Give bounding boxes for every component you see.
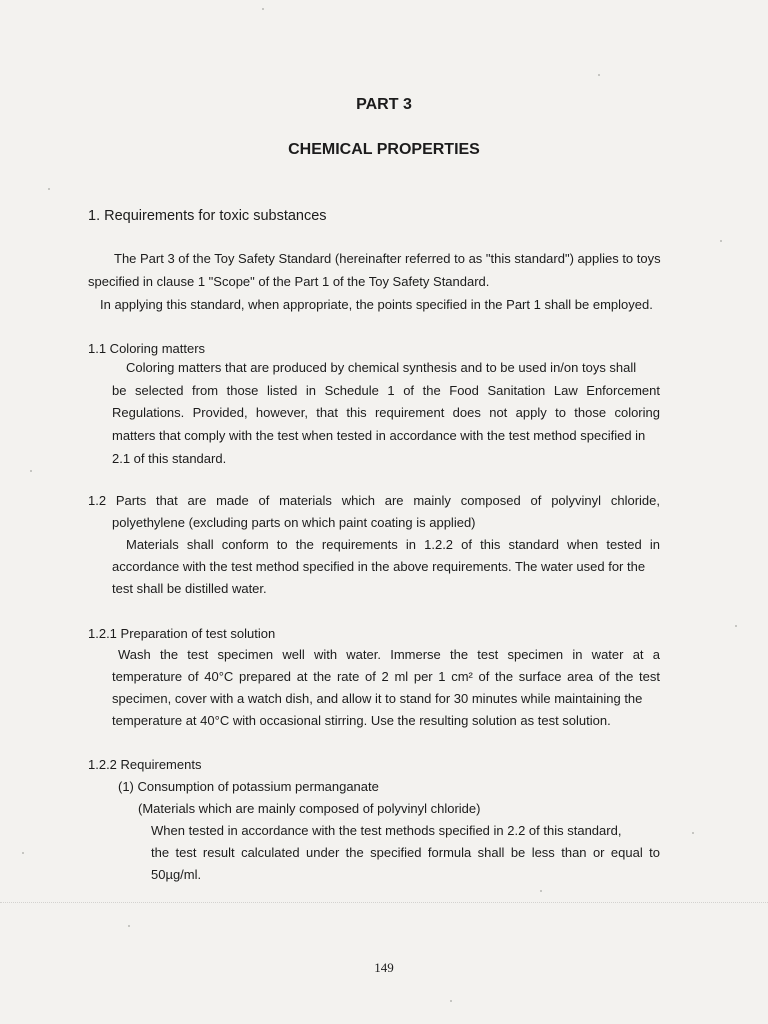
section-1-2-2-sub-1: (Materials which are mainly composed of polyvinyl chloride) [138, 801, 481, 816]
section-1-heading: 1. Requirements for toxic substances [88, 208, 327, 224]
scan-speck [692, 832, 694, 834]
page-number: 149 [374, 960, 394, 975]
section-1-paragraph-1-line-1: The Part 3 of the Toy Safety Standard (hereinafter referred to as "this standard") applies to toys [114, 251, 661, 266]
scan-speck [720, 240, 722, 242]
section-1-1-line-2: be selected from those listed in Schedule 1 of the Food Sanitation Law Enforcement [112, 383, 660, 398]
section-1-2-2-line-3: 50µg/ml. [151, 867, 202, 882]
section-1-2-2-line-1: When tested in accordance with the test methods specified in 2.2 of this standard, [151, 823, 622, 838]
section-1-1-line-5: 2.1 of this standard. [112, 451, 227, 466]
section-1-2-1-line-3: specimen, cover with a watch dish, and allow it to stand for 30 minutes while maintaining the [112, 691, 643, 706]
scan-speck [450, 1000, 452, 1002]
scan-artifact-line [0, 902, 768, 904]
section-1-2-2-item-1: (1) Consumption of potassium permanganate [118, 779, 379, 794]
section-1-1-line-3: Regulations. Provided, however, that this requirement does not apply to those coloring [112, 405, 660, 420]
section-1-2-heading-line-1: 1.2 Parts that are made of materials which are mainly composed of polyvinyl chloride, [88, 493, 660, 508]
section-1-2-line-2: accordance with the test method specified in the above requirements. The water used for the [112, 559, 646, 574]
scan-speck [30, 470, 32, 472]
scan-speck [598, 74, 600, 76]
section-1-2-1-line-1: Wash the test specimen well with water. Immerse the test specimen in water at a [118, 647, 660, 662]
scan-speck [22, 852, 24, 854]
section-1-2-1-line-2: temperature of 40°C prepared at the rate of 2 ml per 1 cm² of the surface area of the test [112, 669, 660, 684]
part-heading: PART 3 [356, 96, 412, 113]
section-1-1-heading: 1.1 Coloring matters [88, 341, 206, 356]
section-1-2-line-1: Materials shall conform to the requirements in 1.2.2 of this standard when tested in [126, 537, 660, 552]
scan-speck [48, 188, 50, 190]
section-1-2-1-line-4: temperature at 40°C with occasional stirring. Use the resulting solution as test solution. [112, 713, 611, 728]
section-1-1-line-1: Coloring matters that are produced by chemical synthesis and to be used in/on toys shall [126, 360, 637, 375]
section-1-2-1-heading: 1.2.1 Preparation of test solution [88, 626, 276, 641]
section-1-2-2-heading: 1.2.2 Requirements [88, 757, 202, 772]
scan-speck [735, 625, 737, 627]
section-1-paragraph-1-line-2: specified in clause 1 "Scope" of the Part 1 of the Toy Safety Standard. [88, 274, 490, 289]
scan-speck [128, 925, 130, 927]
scan-speck [262, 8, 264, 10]
section-1-paragraph-2-line-1: In applying this standard, when appropriate, the points specified in the Part 1 shall be employed. [100, 297, 653, 312]
section-1-2-line-3: test shall be distilled water. [112, 581, 267, 596]
section-1-1-line-4: matters that comply with the test when tested in accordance with the test method specified in [112, 428, 646, 443]
page-title: CHEMICAL PROPERTIES [288, 141, 480, 158]
section-1-2-2-line-2: the test result calculated under the specified formula shall be less than or equal to [151, 845, 660, 860]
scan-speck [540, 890, 542, 892]
section-1-2-heading-line-2: polyethylene (excluding parts on which paint coating is applied) [112, 515, 476, 530]
